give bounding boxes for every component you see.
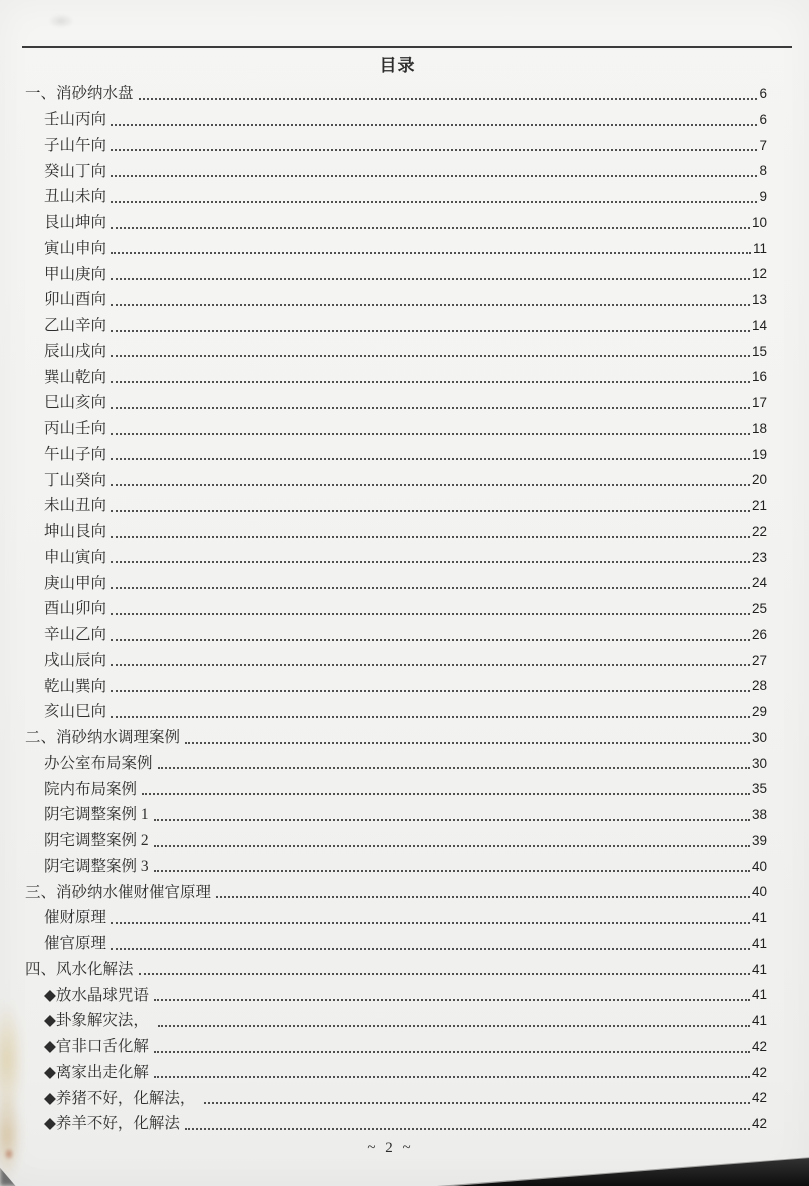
toc-entry-label: 乙山辛向: [44, 317, 107, 335]
toc-entry-page-number: 38: [751, 807, 767, 823]
toc-entry-label: ◆放水晶球咒语: [44, 986, 149, 1004]
toc-entry: [0, 696, 809, 722]
toc-entry-label: 催财原理: [44, 909, 107, 927]
toc-dotted-leader: [111, 124, 757, 126]
toc-dotted-leader: [111, 948, 750, 950]
toc-entry-page-number: 8: [759, 163, 767, 179]
toc-entry: [0, 670, 809, 696]
toc-dotted-leader: [111, 201, 757, 203]
toc-dotted-leader: [154, 999, 750, 1001]
toc-entry-page-number: 40: [751, 884, 767, 900]
toc-entry-page-number: 10: [751, 214, 767, 230]
toc-entry-label: 辰山戌向: [44, 342, 107, 360]
toc-entry-page-number: 29: [751, 704, 767, 720]
toc-dotted-leader: [111, 355, 750, 357]
header-rule: [22, 46, 792, 48]
toc-entry-label: ◆官非口舌化解: [44, 1038, 149, 1056]
toc-entry-page-number: 42: [751, 1038, 767, 1054]
toc-entry: [0, 542, 809, 568]
scan-edge-shadow: [0, 1152, 809, 1186]
toc-dotted-leader: [139, 98, 758, 100]
toc-entry-label: 壬山丙向: [44, 111, 107, 129]
toc-entry-label: 午山子向: [44, 445, 107, 463]
toc-entry: [0, 1108, 809, 1134]
toc-entry: [0, 1005, 809, 1031]
page-number-footer: ~ 2 ~: [367, 1140, 414, 1156]
toc-dotted-leader: [111, 922, 750, 924]
toc-entry: [0, 1057, 809, 1083]
toc-entry: [0, 284, 809, 310]
toc-entry-page-number: 17: [751, 395, 767, 411]
toc-entry-label: 办公室布局案例: [44, 754, 153, 772]
toc-entry: [0, 336, 809, 362]
toc-dotted-leader: [142, 793, 750, 795]
toc-dotted-leader: [185, 1128, 750, 1130]
toc-entry-page-number: 19: [751, 446, 767, 462]
toc-dotted-leader: [111, 716, 750, 718]
toc-entry-page-number: 7: [759, 137, 767, 153]
toc-entry-page-number: 22: [751, 523, 767, 539]
toc-entry-label: 庚山甲向: [44, 574, 107, 592]
toc-entry: [0, 78, 809, 104]
toc-entry: [0, 490, 809, 516]
toc-entry-label: ◆养猪不好，化解法，: [44, 1089, 200, 1107]
toc-entry: [0, 593, 809, 619]
toc-entry-label: 乾山巽向: [44, 677, 107, 695]
toc-entry: [0, 799, 809, 825]
toc-entry-label: 申山寅向: [44, 548, 107, 566]
toc-entry-page-number: 6: [759, 86, 767, 102]
toc-entry-label: 艮山坤向: [44, 214, 107, 232]
toc-entry: [0, 954, 809, 980]
toc-entry-page-number: 41: [751, 1013, 767, 1029]
toc-entry: [0, 825, 809, 851]
toc-dotted-leader: [111, 510, 750, 512]
toc-dotted-leader: [111, 304, 750, 306]
toc-dotted-leader: [158, 767, 750, 769]
toc-entry-label: 丑山未向: [44, 188, 107, 206]
toc-dotted-leader: [111, 639, 750, 641]
toc-entry: [0, 979, 809, 1005]
toc-entry-label: 巽山乾向: [44, 368, 107, 386]
toc-entry: [0, 413, 809, 439]
toc-entry: [0, 619, 809, 645]
toc-entry-page-number: 15: [751, 343, 767, 359]
toc-entry: [0, 1082, 809, 1108]
toc-entry-label: 甲山庚向: [44, 265, 107, 283]
toc-entry: [0, 722, 809, 748]
toc-entry: [0, 876, 809, 902]
toc-dotted-leader: [154, 845, 750, 847]
toc-entry: [0, 851, 809, 877]
toc-entry-label: 阴宅调整案例 3: [44, 857, 149, 875]
toc-dotted-leader: [111, 690, 750, 692]
toc-entry: [0, 1031, 809, 1057]
toc-entry-page-number: 28: [751, 678, 767, 694]
toc-dotted-leader: [154, 819, 750, 821]
page-title: 目录: [379, 56, 416, 75]
toc-dotted-leader: [111, 407, 750, 409]
toc-entry-label: 三、消砂纳水催财催官原理: [25, 883, 212, 901]
toc-entry-page-number: 35: [751, 781, 767, 797]
toc-dotted-leader: [204, 1102, 750, 1104]
toc-dotted-leader: [111, 484, 750, 486]
toc-dotted-leader: [158, 1025, 750, 1027]
toc-dotted-leader: [154, 870, 750, 872]
toc-dotted-leader: [154, 1076, 750, 1078]
toc-entry-page-number: 41: [751, 987, 767, 1003]
toc-entry-label: ◆卦象解灾法，: [44, 1012, 153, 1030]
toc-entry: [0, 130, 809, 156]
scan-smudge: [48, 14, 74, 28]
toc-dotted-leader: [111, 433, 750, 435]
toc-entry-page-number: 6: [759, 111, 767, 127]
toc-entry-label: 一、消砂纳水盘: [25, 85, 134, 103]
toc-entry-page-number: 41: [751, 935, 767, 951]
toc-entry-label: 丁山癸向: [44, 471, 107, 489]
toc-dotted-leader: [154, 1051, 750, 1053]
toc-entry: [0, 258, 809, 284]
toc-entry-page-number: 23: [751, 549, 767, 565]
toc-entry-page-number: 30: [751, 755, 767, 771]
toc-dotted-leader: [111, 664, 750, 666]
toc-entry-page-number: 20: [751, 472, 767, 488]
toc-dotted-leader: [111, 278, 750, 280]
toc-entry: [0, 464, 809, 490]
toc-entry-page-number: 42: [751, 1064, 767, 1080]
toc-entry: [0, 902, 809, 928]
toc-entry-label: 癸山丁向: [44, 162, 107, 180]
toc-entry: [0, 387, 809, 413]
toc-dotted-leader: [111, 381, 750, 383]
toc-dotted-leader: [139, 973, 750, 975]
toc-dotted-leader: [111, 252, 751, 254]
toc-entry-label: 卯山酉向: [44, 291, 107, 309]
toc-entry-label: 酉山卯向: [44, 600, 107, 618]
toc-entry-page-number: 13: [751, 292, 767, 308]
toc-entry: [0, 516, 809, 542]
scan-stain: [4, 1148, 14, 1160]
toc-dotted-leader: [111, 458, 750, 460]
toc-entry: [0, 181, 809, 207]
toc-entry-label: 催官原理: [44, 935, 107, 953]
toc-entry-page-number: 9: [759, 189, 767, 205]
toc-entry-page-number: 42: [751, 1090, 767, 1106]
toc-entry: [0, 207, 809, 233]
toc-dotted-leader: [111, 536, 750, 538]
toc-entry: [0, 361, 809, 387]
toc-entry-page-number: 40: [751, 858, 767, 874]
toc-entry-label: 院内布局案例: [44, 780, 138, 798]
toc-entry-page-number: 41: [751, 961, 767, 977]
toc-entry-label: 丙山壬向: [44, 420, 107, 438]
toc-dotted-leader: [111, 613, 750, 615]
toc-entry-label: 阴宅调整案例 2: [44, 832, 149, 850]
toc-entry: [0, 104, 809, 130]
toc-entry-page-number: 25: [751, 601, 767, 617]
toc-dotted-leader: [216, 896, 750, 898]
toc-entry-label: 阴宅调整案例 1: [44, 806, 149, 824]
toc-dotted-leader: [111, 561, 750, 563]
toc-entry-label: ◆养羊不好，化解法: [44, 1115, 180, 1133]
toc-entry: [0, 567, 809, 593]
toc-entry-label: 巳山亥向: [44, 394, 107, 412]
toc-entry-label: 四、风水化解法: [25, 960, 134, 978]
toc-entry: [0, 645, 809, 671]
toc-entry-page-number: 30: [751, 729, 767, 745]
toc-entry-label: ◆离家出走化解: [44, 1063, 149, 1081]
toc-entry: [0, 439, 809, 465]
toc-dotted-leader: [111, 587, 750, 589]
toc-entry-page-number: 27: [751, 652, 767, 668]
toc-entry-page-number: 41: [751, 910, 767, 926]
toc-dotted-leader: [111, 227, 750, 229]
toc-entry-label: 子山午向: [44, 136, 107, 154]
toc-entry: [0, 773, 809, 799]
toc-entry: [0, 233, 809, 259]
toc-entry-page-number: 24: [751, 575, 767, 591]
toc-entry-label: 亥山巳向: [44, 703, 107, 721]
toc-dotted-leader: [111, 149, 757, 151]
toc-list: [0, 78, 809, 1134]
toc-entry-page-number: 16: [751, 369, 767, 385]
toc-entry: [0, 310, 809, 336]
toc-entry: [0, 748, 809, 774]
toc-entry-page-number: 11: [752, 240, 767, 256]
toc-dotted-leader: [111, 175, 757, 177]
toc-entry-label: 未山丑向: [44, 497, 107, 515]
toc-entry: [0, 155, 809, 181]
toc-entry-label: 坤山艮向: [44, 523, 107, 541]
toc-entry-page-number: 14: [751, 317, 767, 333]
toc-entry-label: 戌山辰向: [44, 651, 107, 669]
toc-entry-page-number: 39: [751, 832, 767, 848]
toc-dotted-leader: [185, 742, 750, 744]
toc-entry-page-number: 42: [751, 1116, 767, 1132]
toc-entry: [0, 928, 809, 954]
toc-entry-label: 辛山乙向: [44, 626, 107, 644]
toc-entry-page-number: 18: [751, 420, 767, 436]
toc-dotted-leader: [111, 330, 750, 332]
toc-entry-label: 寅山申向: [44, 239, 107, 257]
toc-entry-page-number: 12: [751, 266, 767, 282]
toc-entry-label: 二、消砂纳水调理案例: [25, 729, 181, 747]
toc-entry-page-number: 21: [751, 498, 767, 514]
toc-entry-page-number: 26: [751, 626, 767, 642]
